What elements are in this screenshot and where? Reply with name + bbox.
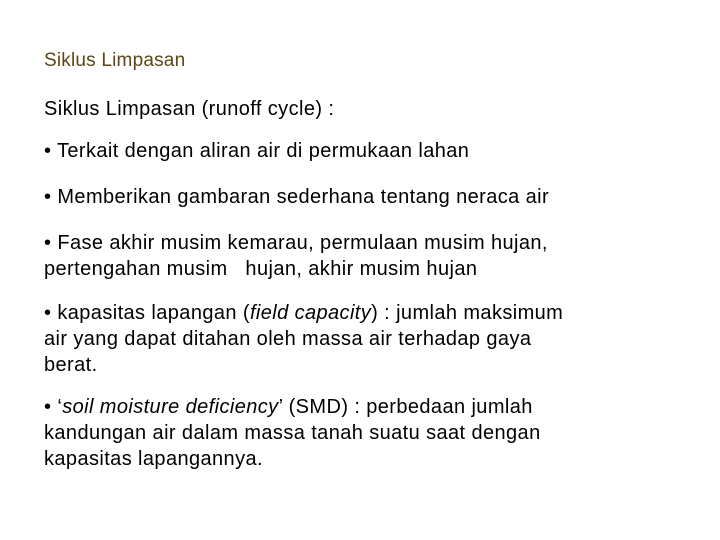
bullet-5-text-pre: • ‘ <box>44 396 63 418</box>
bullet-2 <box>44 184 684 210</box>
slide-body <box>44 96 684 472</box>
bullet-4-text-post: ) : jumlah maksimum <box>371 302 564 324</box>
bullet-3 <box>44 230 684 282</box>
bullet-3-line-1: • Fase akhir musim kemarau, permulaan musim hujan, <box>44 232 548 254</box>
bullet-5-line-2: kandungan air dalam massa tanah suatu saat dengan <box>44 422 541 444</box>
bullet-4-line-2: air yang dapat ditahan oleh massa air terhadap gaya <box>44 328 532 350</box>
bullet-5-text-post: ’ (SMD) : perbedaan jumlah <box>278 396 533 418</box>
bullet-4 <box>44 300 684 378</box>
bullet-5-line-3: kapasitas lapangannya. <box>44 448 263 470</box>
bullet-2-line-1: • Memberikan gambaran sederhana tentang neraca air <box>44 186 550 208</box>
intro-text: Siklus Limpasan (runoff cycle) : <box>44 98 335 120</box>
bullet-3-line-2: pertengahan musim hujan, akhir musim hujan <box>44 258 478 280</box>
bullet-4-line-3: berat. <box>44 354 98 376</box>
bullet-5-line-1 <box>44 394 684 420</box>
bullet-4-line-1 <box>44 300 684 326</box>
bullet-1 <box>44 138 684 164</box>
bullet-5-term: soil moisture deficiency <box>62 396 279 418</box>
bullet-4-text-pre: • kapasitas lapangan ( <box>44 302 250 324</box>
bullet-4-term: field capacity <box>249 302 372 324</box>
slide-title: Siklus Limpasan <box>44 50 186 71</box>
bullet-5 <box>44 394 684 472</box>
bullet-1-line-1: • Terkait dengan aliran air di permukaan lahan <box>44 140 470 162</box>
